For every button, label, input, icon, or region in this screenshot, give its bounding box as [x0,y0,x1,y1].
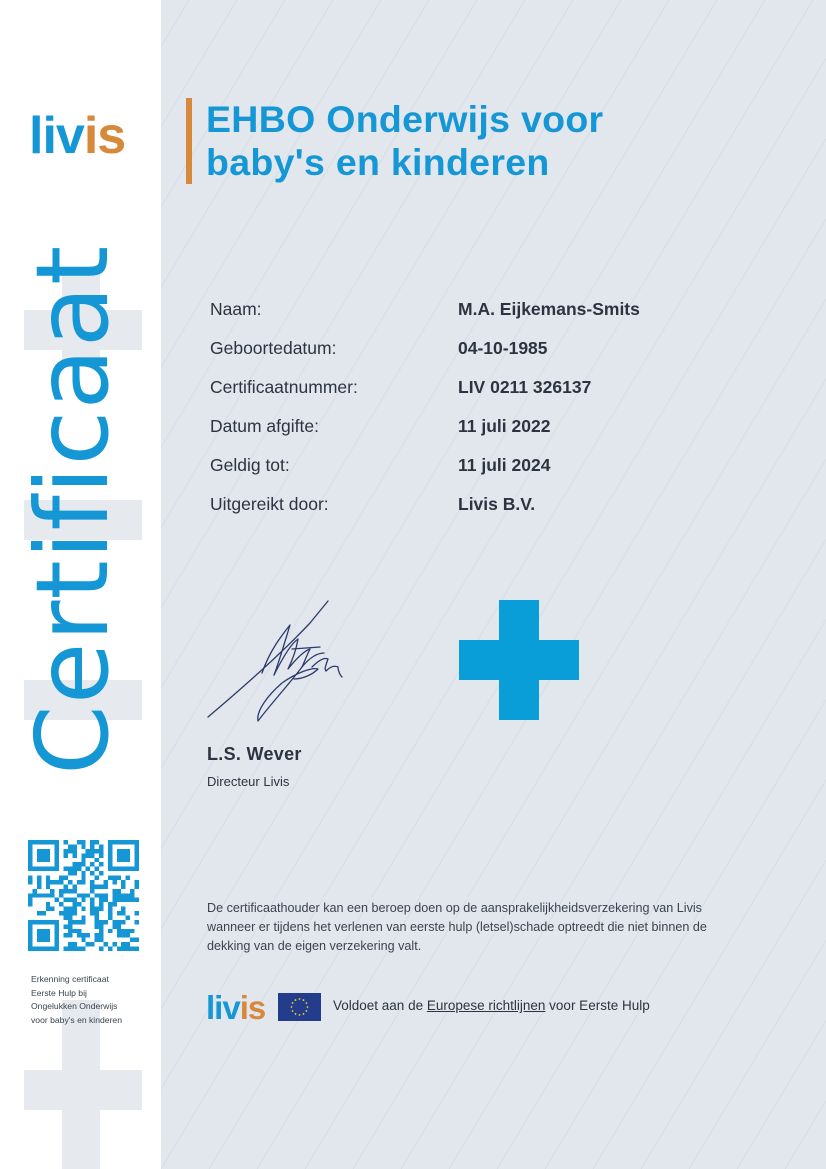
recognition-line: Ongelukken Onderwijs [31,1001,118,1011]
logo-part-1: liv [29,107,84,165]
certificate-vertical-title: Certificaat [14,244,131,775]
compliance-suffix: voor Eerste Hulp [545,998,650,1013]
compliance-statement [333,998,650,1013]
signer-role: Directeur Livis [207,774,290,789]
recognition-line: Erkenning certificaat [31,974,109,984]
decorative-cross-bottom-bar [24,1070,142,1110]
field-value: 11 juli 2022 [458,416,551,436]
livis-logo [29,106,125,166]
field-value: Livis B.V. [458,494,536,514]
logo-part-2: is [239,989,266,1026]
logo-part-2: is [83,107,126,165]
liability-disclaimer: De certificaathouder kan een beroep doen op de aansprakelijkheidsverzekering van Livis wanneer er tijdens het verlenen van eerste hulp (letsel)schade optreedt die niet binnen de dekking van de eigen verzekering valt. [207,901,707,953]
field-label: Datum afgifte: [210,416,319,436]
title-line-2: baby's en kinderen [206,141,550,183]
european-guidelines-link[interactable]: Europese richtlijnen [426,998,546,1013]
field-label: Geldig tot: [210,455,290,475]
field-value: M.A. Eijkemans-Smits [458,299,640,319]
field-label: Certificaatnummer: [210,377,358,397]
field-label: Uitgereikt door: [210,494,329,514]
field-value: 04-10-1985 [458,338,548,358]
field-value: LIV 0211 326137 [458,377,592,397]
field-value: 11 juli 2024 [458,455,551,475]
qr-code-icon [28,840,139,951]
first-aid-cross-icon [459,600,579,720]
field-label: Naam: [210,299,262,319]
recognition-line: voor baby's en kinderen [31,1014,122,1025]
logo-part-1: liv [206,989,240,1026]
sidebar [0,0,161,1169]
recognition-line: Eerste Hulp bij [31,987,87,998]
compliance-prefix: Voldoet aan de [333,998,427,1013]
page-title [206,98,603,184]
signature-icon [200,595,360,730]
title-accent-bar [186,98,192,184]
signer-name: L.S. Wever [207,744,302,764]
recognition-text [31,973,156,1027]
field-label: Geboortedatum: [210,338,337,358]
livis-footer-logo [206,988,265,1028]
title-line-1: EHBO Onderwijs voor [206,98,604,140]
eu-flag-icon [278,993,321,1021]
